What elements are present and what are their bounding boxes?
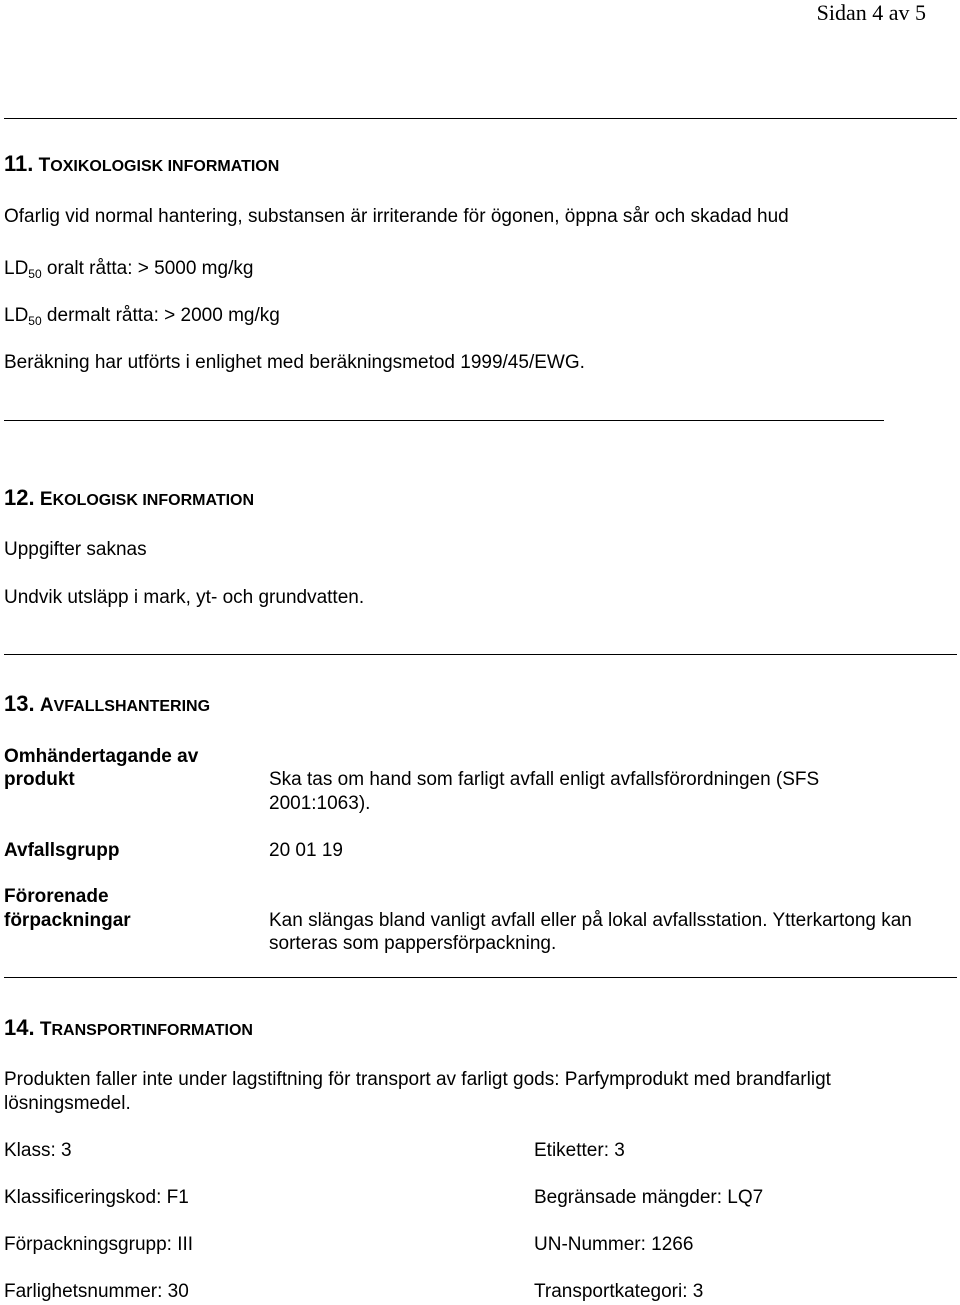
- ld50-oral: [4, 258, 253, 280]
- ecology-text-2: Undvik utsläpp i mark, yt- och grundvatten.: [4, 587, 365, 608]
- heading-text: KOLOGISK INFORMATION: [52, 492, 255, 509]
- limited-quantities: Begränsade mängder: LQ7: [534, 1187, 764, 1208]
- disposal-value-line1: Ska tas om hand som farligt avfall enligt avfallsförordningen (SFS: [269, 769, 820, 790]
- transport-intro-line2: lösningsmedel.: [4, 1093, 131, 1114]
- section-number: 13.: [4, 691, 35, 716]
- ld-label: LD: [4, 258, 29, 279]
- ld50-dermal-text: dermalt råtta: > 2000 mg/kg: [41, 305, 280, 326]
- heading-initial: E: [39, 489, 53, 510]
- waste-group-label: Avfallsgrupp: [4, 840, 120, 861]
- heading-text: OXIKOLOGISK INFORMATION: [50, 158, 280, 175]
- section-number: 12.: [4, 485, 35, 510]
- page-number: Sidan 4 av 5: [816, 0, 926, 25]
- ld50-oral-text: oralt råtta: > 5000 mg/kg: [41, 258, 254, 279]
- transport-intro-line1: Produkten faller inte under lagstiftning för transport av farligt gods: Parfymprodukt med brandfarligt: [4, 1069, 831, 1090]
- section-number: 14.: [4, 1015, 35, 1040]
- section-13-heading: [4, 691, 210, 717]
- heading-text: RANSPORTINFORMATION: [51, 1022, 253, 1039]
- heading-initial: T: [39, 1019, 52, 1040]
- section-number: 11.: [4, 151, 34, 176]
- section-12-heading: [4, 485, 254, 511]
- ld-subscript: 50: [28, 267, 42, 281]
- transport-labels: Etiketter: 3: [534, 1140, 625, 1161]
- ecology-text-1: Uppgifter saknas: [4, 539, 147, 560]
- ld50-dermal: [4, 305, 280, 327]
- heading-text: VFALLSHANTERING: [53, 698, 211, 715]
- packaging-label-line2: förpackningar: [4, 910, 131, 931]
- section-divider: [4, 420, 884, 421]
- heading-initial: T: [38, 155, 51, 176]
- ld-subscript: 50: [28, 314, 42, 328]
- toxicology-text: Ofarlig vid normal hantering, substansen är irriterande för ögonen, öppna sår och skadad hud: [4, 206, 789, 227]
- ld-label: LD: [4, 305, 29, 326]
- transport-category: Transportkategori: 3: [534, 1281, 704, 1302]
- section-divider: [4, 977, 957, 978]
- packaging-value-line2: sorteras som pappersförpackning.: [269, 933, 557, 954]
- un-number: UN-Nummer: 1266: [534, 1234, 694, 1255]
- calculation-text: Beräkning har utförts i enlighet med beräkningsmetod 1999/45/EWG.: [4, 352, 585, 373]
- section-divider: [4, 118, 957, 119]
- packaging-value-line1: Kan slängas bland vanligt avfall eller på lokal avfallsstation. Ytterkartong kan: [269, 910, 912, 931]
- packaging-label-line1: Förorenade: [4, 886, 109, 907]
- disposal-label-line2: produkt: [4, 769, 75, 790]
- section-divider: [4, 654, 957, 655]
- section-14-heading: [4, 1015, 253, 1041]
- section-11-heading: [4, 151, 279, 177]
- heading-initial: A: [39, 695, 54, 716]
- disposal-label-line1: Omhändertagande av: [4, 746, 199, 767]
- transport-class: Klass: 3: [4, 1140, 72, 1161]
- packing-group: Förpackningsgrupp: III: [4, 1234, 194, 1255]
- disposal-value-line2: 2001:1063).: [269, 793, 371, 814]
- classification-code: Klassificeringskod: F1: [4, 1187, 189, 1208]
- waste-group-value: 20 01 19: [269, 840, 343, 861]
- hazard-number: Farlighetsnummer: 30: [4, 1281, 189, 1302]
